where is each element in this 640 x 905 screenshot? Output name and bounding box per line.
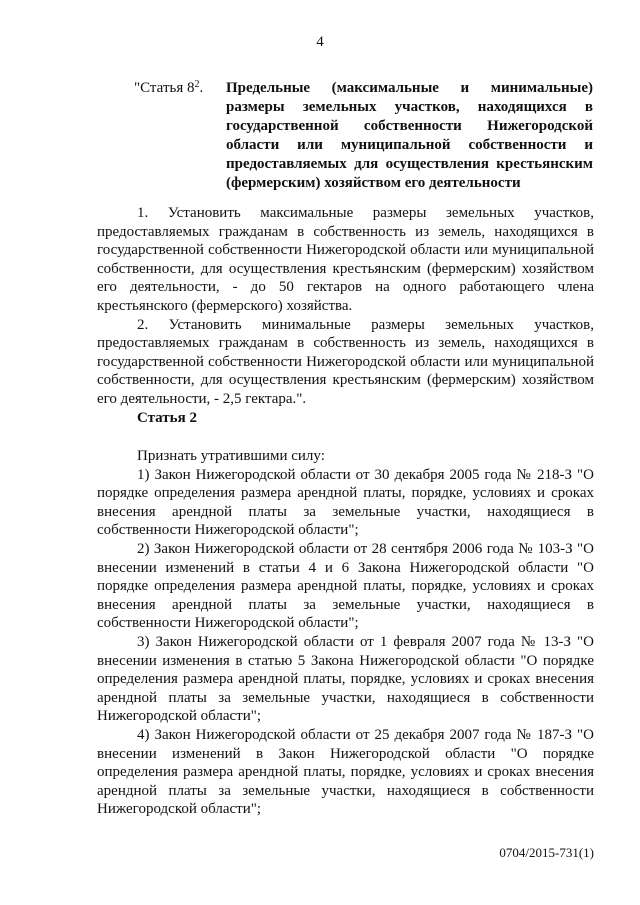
list-item: 1) Закон Нижегородской области от 30 декабря 2005 года № 218-З "О порядке определения размера арендной платы, порядке, условиях и сроках внесения арендной платы за земельные участки, находящиеся в собственности Нижегородской области";: [97, 466, 594, 539]
list-item: 4) Закон Нижегородской области от 25 декабря 2007 года № 187-З "О внесении изменений в Закон Нижегородской области "О порядке определения размера арендной платы, порядке, условиях и сроках внесения арендной платы за земельные участки, находящиеся в собственности Нижегородской области";: [97, 726, 594, 818]
article-2-intro: Признать утратившими силу:: [137, 448, 325, 464]
article-2-body: [97, 447, 594, 819]
list-item: 3) Закон Нижегородской области от 1 февраля 2007 года № 13-З "О внесении изменения в статью 5 Закона Нижегородской области "О порядке определения размера арендной платы, порядке, условиях и сроках внесения арендной платы за земельные участки, находящиеся в собственности Нижегородской области";: [97, 633, 594, 725]
article-label-dot: .: [199, 80, 204, 96]
article-label-superscript: 2: [194, 79, 200, 90]
paragraph: 1. Установить максимальные размеры земельных участков, предоставляемых гражданам в собственность из земель, находящихся в государственной собственности Нижегородской области или муниципальной собственности, для осуществления крестьянским (фермерским) хозяйством его деятельности, - до 50 гектаров на одного работающего члена крестьянского (фермерского) хозяйства.: [97, 205, 594, 314]
article-label: [134, 79, 203, 98]
article-8-2-body: [97, 204, 594, 409]
article-2-heading: Статья 2: [137, 410, 197, 426]
paragraph: 2. Установить минимальные размеры земельных участков, предоставляемых гражданам в собственность из земель, находящихся в государственной собственности Нижегородской области или муниципальной собственности, для осуществления крестьянским (фермерским) хозяйством его деятельности, - 2,5 гектара.".: [97, 316, 594, 407]
article-title: Предельные (максимальные и минимальные) размеры земельных участков, находящихся в государственной собственности Нижегородской области или муниципальной собственности и предоставляемых для осуществления крестьянским (фермерским) хозяйством его деятельности: [226, 80, 593, 191]
article-label-text: "Статья 8: [134, 80, 195, 96]
document-code: 0704/2015-731(1): [499, 845, 594, 860]
page-number: 4: [316, 34, 324, 50]
list-item: 2) Закон Нижегородской области от 28 сентября 2006 года № 103-З "О внесении изменений в статьи 4 и 6 Закона Нижегородской области "О порядке определения размера арендной платы, порядке, условиях и сроках внесения арендной платы за земельные участки, находящиеся в собственности Нижегородской области";: [97, 540, 594, 632]
